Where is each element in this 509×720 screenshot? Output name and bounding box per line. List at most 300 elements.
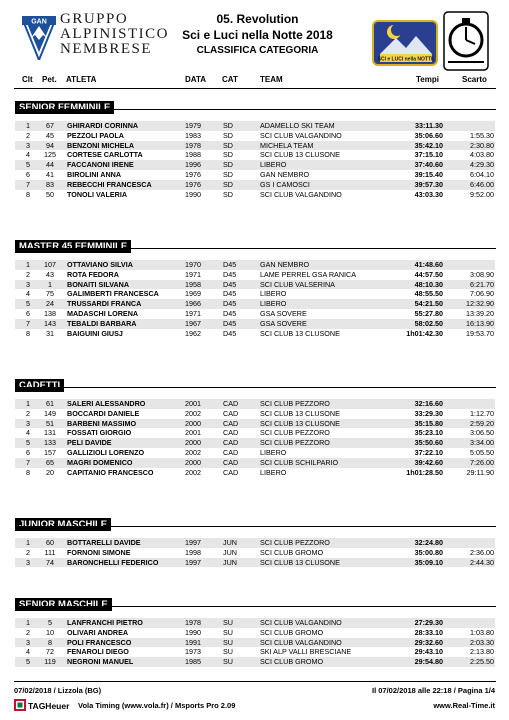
team-cell: GSA SOVERE <box>260 308 307 318</box>
category-cell: D45 <box>223 269 237 279</box>
athlete-cell: GHIRARDI CORINNA <box>67 121 139 130</box>
year-cell: 1967 <box>185 318 201 328</box>
gap-cell: 6:46.00 <box>470 179 494 189</box>
table-row <box>15 448 495 458</box>
gap-cell: 19:53.70 <box>466 328 494 338</box>
team-cell: SCI CLUB VALGANDINO <box>260 637 342 647</box>
rank-cell: 5 <box>26 160 30 170</box>
rank-cell: 5 <box>26 438 30 448</box>
table-row <box>15 121 495 131</box>
gap-cell: 1:03.80 <box>470 627 494 637</box>
team-cell: LIBERO <box>260 299 287 309</box>
section-senior-femminile <box>15 97 495 199</box>
col-gap: Scarto <box>462 75 487 84</box>
team-cell: SCI CLUB VALGANDINO <box>260 618 342 627</box>
rank-cell: 6 <box>26 308 30 318</box>
year-cell: 2000 <box>185 457 201 467</box>
time-cell: 37:40.60 <box>414 160 443 170</box>
team-cell: SCI CLUB VALSERINA <box>260 279 335 289</box>
team-cell: GAN NEMBRO <box>260 169 310 179</box>
gap-cell: 7:06.90 <box>470 289 494 299</box>
rank-cell: 4 <box>26 289 30 299</box>
bib-cell: 44 <box>46 160 54 170</box>
bib-cell: 61 <box>46 399 54 408</box>
time-cell: 43:03.30 <box>414 189 443 199</box>
category-cell: SU <box>223 627 233 637</box>
bib-cell: 94 <box>46 140 54 150</box>
bib-cell: 20 <box>46 467 54 477</box>
year-cell: 1962 <box>185 328 201 338</box>
time-cell: 37:15.10 <box>414 150 443 160</box>
table-row <box>15 150 495 160</box>
event-title-block <box>170 11 345 58</box>
athlete-cell: OLIVARI ANDREA <box>67 627 129 637</box>
athlete-cell: NEGRONI MANUEL <box>67 657 134 667</box>
category-title: MASTER 45 FEMMINILE <box>15 240 131 253</box>
table-row <box>15 141 495 151</box>
bib-cell: 45 <box>46 130 54 140</box>
section-senior-maschile <box>15 594 495 667</box>
table-row <box>15 628 495 638</box>
team-cell: ADAMELLO SKI TEAM <box>260 121 335 130</box>
bib-cell: 51 <box>46 418 54 428</box>
category-cell: SD <box>223 169 233 179</box>
athlete-cell: MAGRI DOMENICO <box>67 457 133 467</box>
time-cell: 27:29.30 <box>414 618 443 627</box>
category-cell: SD <box>223 160 233 170</box>
time-cell: 29:54.80 <box>414 657 443 667</box>
col-athlete: ATLETA <box>66 75 97 84</box>
bib-cell: 60 <box>46 538 54 547</box>
tag-heuer-logo <box>14 698 72 712</box>
bib-cell: 72 <box>46 647 54 657</box>
time-cell: 1h01:28.50 <box>406 467 443 477</box>
rank-cell: 8 <box>26 328 30 338</box>
category-cell: SD <box>223 189 233 199</box>
col-cat: CAT <box>222 75 238 84</box>
time-cell: 29:32.60 <box>414 637 443 647</box>
athlete-cell: REBECCHI FRANCESCA <box>67 179 152 189</box>
year-cell: 1979 <box>185 121 201 130</box>
time-cell: 35:06.60 <box>414 130 443 140</box>
year-cell: 2001 <box>185 428 201 438</box>
gap-cell: 29:11.90 <box>466 467 494 477</box>
rank-cell: 2 <box>26 547 30 557</box>
table-row <box>15 190 495 200</box>
category-cell: SU <box>223 618 233 627</box>
column-headers <box>0 75 509 88</box>
year-cell: 1985 <box>185 657 201 667</box>
year-cell: 1969 <box>185 289 201 299</box>
category-title: SENIOR MASCHILE <box>15 598 112 611</box>
rank-cell: 5 <box>26 657 30 667</box>
results-table <box>15 121 495 199</box>
bib-cell: 41 <box>46 169 54 179</box>
time-cell: 54:21.50 <box>414 299 443 309</box>
athlete-cell: BOCCARDI DANIELE <box>67 408 140 418</box>
time-cell: 48:55.50 <box>414 289 443 299</box>
rank-cell: 7 <box>26 318 30 328</box>
results-table <box>15 260 495 338</box>
table-row <box>15 299 495 309</box>
bib-cell: 8 <box>48 637 52 647</box>
time-cell: 35:50.60 <box>414 438 443 448</box>
athlete-cell: LANFRANCHI PIETRO <box>67 618 143 627</box>
athlete-cell: PEZZOLI PAOLA <box>67 130 124 140</box>
year-cell: 1971 <box>185 308 201 318</box>
table-row <box>15 131 495 141</box>
ranking-title: CLASSIFICA CATEGORIA <box>196 45 319 56</box>
category-cell: SD <box>223 130 233 140</box>
year-cell: 1990 <box>185 627 201 637</box>
category-cell: SD <box>223 140 233 150</box>
bib-cell: 74 <box>46 557 54 567</box>
team-cell: SCI CLUB GROMO <box>260 627 324 637</box>
table-row <box>15 657 495 667</box>
gap-cell: 2:30.80 <box>470 140 494 150</box>
category-cell: SD <box>223 179 233 189</box>
bib-cell: 133 <box>44 438 56 448</box>
year-cell: 1958 <box>185 279 201 289</box>
category-divider <box>15 387 496 388</box>
gap-cell: 3:34.00 <box>470 438 494 448</box>
table-row <box>15 289 495 299</box>
year-cell: 1978 <box>185 618 201 627</box>
rank-cell: 6 <box>26 169 30 179</box>
bib-cell: 83 <box>46 179 54 189</box>
time-cell: 28:33.10 <box>414 627 443 637</box>
gap-cell: 9:52.00 <box>470 189 494 199</box>
category-divider <box>15 109 496 110</box>
section-cadetti <box>15 375 495 477</box>
year-cell: 1983 <box>185 130 201 140</box>
footer-website: www.Real-Time.it <box>433 701 495 710</box>
section-master-45-femminile <box>15 236 495 338</box>
athlete-cell: OTTAVIANO SILVIA <box>67 260 133 269</box>
category-cell: CAD <box>223 457 239 467</box>
category-cell: JUN <box>223 557 237 567</box>
year-cell: 1996 <box>185 160 201 170</box>
gap-cell: 7:26.00 <box>470 457 494 467</box>
table-row <box>15 409 495 419</box>
event-logo-icon <box>372 20 438 66</box>
team-cell: SCI CLUB 13 CLUSONE <box>260 408 340 418</box>
category-cell: D45 <box>223 299 237 309</box>
year-cell: 2001 <box>185 399 201 408</box>
table-row <box>15 438 495 448</box>
table-row <box>15 309 495 319</box>
athlete-cell: BONAITI SILVANA <box>67 279 130 289</box>
event-title: 05. Revolution <box>216 12 299 26</box>
time-cell: 33:11.30 <box>415 121 443 130</box>
footer-divider <box>14 681 496 682</box>
rank-cell: 2 <box>26 627 30 637</box>
time-cell: 39:15.40 <box>414 169 443 179</box>
athlete-cell: TONOLI VALERIA <box>67 189 128 199</box>
rank-cell: 3 <box>26 140 30 150</box>
athlete-cell: TRUSSARDI FRANCA <box>67 299 142 309</box>
team-cell: LAME PERREL GSA RANICA <box>260 269 356 279</box>
col-clt: Clt <box>22 75 33 84</box>
rank-cell: 4 <box>26 150 30 160</box>
gap-cell: 2:13.80 <box>470 647 494 657</box>
table-row <box>15 647 495 657</box>
year-cell: 1976 <box>185 169 201 179</box>
team-cell: SCI CLUB PEZZORO <box>260 428 330 438</box>
year-cell: 1970 <box>185 260 201 269</box>
rank-cell: 2 <box>26 269 30 279</box>
team-cell: LIBERO <box>260 447 287 457</box>
table-row <box>15 428 495 438</box>
gap-cell: 13:39.20 <box>466 308 494 318</box>
time-cell: 35:15.80 <box>414 418 443 428</box>
year-cell: 1971 <box>185 269 201 279</box>
year-cell: 2000 <box>185 418 201 428</box>
time-cell: 41:48.60 <box>414 260 443 269</box>
svg-text:SCI e LUCI nella NOTTE: SCI e LUCI nella NOTTE <box>377 56 435 63</box>
time-cell: 58:02.50 <box>414 318 443 328</box>
bib-cell: 119 <box>44 657 56 667</box>
category-divider <box>15 526 496 527</box>
header-divider <box>14 88 496 89</box>
table-row <box>15 180 495 190</box>
team-cell: SCI CLUB VALGANDINO <box>260 189 342 199</box>
gap-cell: 2:03.30 <box>470 637 494 647</box>
time-cell: 32:24.80 <box>414 538 443 547</box>
event-subtitle: Sci e Luci nella Notte 2018 <box>182 28 333 42</box>
time-cell: 29:43.10 <box>414 647 443 657</box>
category-cell: CAD <box>223 418 239 428</box>
gap-cell: 1:12.70 <box>470 408 494 418</box>
team-cell: SCI CLUB 13 CLUSONE <box>260 418 340 428</box>
category-cell: CAD <box>223 438 239 448</box>
team-cell: SCI CLUB GROMO <box>260 547 324 557</box>
year-cell: 1998 <box>185 547 201 557</box>
athlete-cell: POLI FRANCESCO <box>67 637 132 647</box>
time-cell: 35:09.10 <box>414 557 443 567</box>
team-cell: LIBERO <box>260 160 287 170</box>
rank-cell: 3 <box>26 637 30 647</box>
rank-cell: 4 <box>26 428 30 438</box>
time-cell: 35:00.80 <box>414 547 443 557</box>
athlete-cell: FACCANONI IRENE <box>67 160 134 170</box>
time-cell: 55:27.80 <box>414 308 443 318</box>
year-cell: 1988 <box>185 150 201 160</box>
rank-cell: 1 <box>26 618 30 627</box>
time-cell: 35:42.10 <box>414 140 443 150</box>
category-cell: JUN <box>223 547 237 557</box>
year-cell: 1997 <box>185 557 201 567</box>
year-cell: 2000 <box>185 438 201 448</box>
athlete-cell: FENAROLI DIEGO <box>67 647 129 657</box>
time-cell: 1h01:42.30 <box>406 328 443 338</box>
team-cell: MICHELA TEAM <box>260 140 314 150</box>
athlete-cell: FOSSATI GIORGIO <box>67 428 132 438</box>
col-time: Tempi <box>416 75 439 84</box>
time-cell: 48:10.30 <box>414 279 443 289</box>
category-cell: SD <box>223 150 233 160</box>
category-cell: D45 <box>223 289 237 299</box>
year-cell: 1973 <box>185 647 201 657</box>
category-title: SENIOR FEMMINILE <box>15 101 114 114</box>
rank-cell: 8 <box>26 189 30 199</box>
rank-cell: 2 <box>26 130 30 140</box>
athlete-cell: BOTTARELLI DAVIDE <box>67 538 141 547</box>
bib-cell: 1 <box>48 279 52 289</box>
time-cell: 39:42.60 <box>414 457 443 467</box>
athlete-cell: ROTA FEDORA <box>67 269 119 279</box>
rank-cell: 5 <box>26 299 30 309</box>
table-row <box>15 329 495 339</box>
col-date: DATA <box>185 75 207 84</box>
athlete-cell: PELI DAVIDE <box>67 438 112 448</box>
time-cell: 39:57.30 <box>414 179 443 189</box>
year-cell: 2002 <box>185 447 201 457</box>
category-divider <box>15 248 496 249</box>
bib-cell: 65 <box>46 457 54 467</box>
svg-text:TAGHeuer: TAGHeuer <box>28 701 70 711</box>
footer-date-place: 07/02/2018 / Lizzola (BG) <box>14 686 102 695</box>
team-cell: GS I CAMOSCI <box>260 179 310 189</box>
table-row <box>15 548 495 558</box>
category-cell: JUN <box>223 538 237 547</box>
athlete-cell: BARBENI MASSIMO <box>67 418 137 428</box>
category-divider <box>15 606 496 607</box>
gap-cell: 2:36.00 <box>470 547 494 557</box>
gap-cell: 6:04.10 <box>470 169 494 179</box>
athlete-cell: BIROLINI ANNA <box>67 169 122 179</box>
year-cell: 1978 <box>185 140 201 150</box>
bib-cell: 125 <box>44 150 56 160</box>
category-cell: CAD <box>223 399 239 408</box>
bib-cell: 143 <box>44 318 56 328</box>
rank-cell: 2 <box>26 408 30 418</box>
gap-cell: 4:03.80 <box>470 150 494 160</box>
table-row <box>15 280 495 290</box>
table-row <box>15 458 495 468</box>
gap-cell: 3:08.90 <box>470 269 494 279</box>
category-cell: CAD <box>223 467 239 477</box>
year-cell: 2002 <box>185 408 201 418</box>
team-cell: SKI ALP VALLI BRESCIANE <box>260 647 352 657</box>
rank-cell: 1 <box>26 121 30 130</box>
year-cell: 1990 <box>185 189 201 199</box>
athlete-cell: CAPITANIO FRANCESCO <box>67 467 154 477</box>
table-row <box>15 558 495 568</box>
athlete-cell: MADASCHI LORENA <box>67 308 139 318</box>
stopwatch-logo-icon <box>440 10 492 72</box>
athlete-cell: GALLIZIOLI LORENZO <box>67 447 145 457</box>
category-title: CADETTI <box>15 379 64 392</box>
bib-cell: 31 <box>46 328 54 338</box>
athlete-cell: GALIMBERTI FRANCESCA <box>67 289 159 299</box>
team-cell: SCI CLUB 13 CLUSONE <box>260 328 340 338</box>
gap-cell: 4:29.30 <box>470 160 494 170</box>
category-cell: D45 <box>223 328 237 338</box>
club-logo <box>22 12 172 64</box>
bib-cell: 107 <box>44 260 56 269</box>
time-cell: 32:16.60 <box>414 399 443 408</box>
rank-cell: 7 <box>26 179 30 189</box>
gap-cell: 16:13.90 <box>466 318 494 328</box>
gap-cell: 3:06.50 <box>470 428 494 438</box>
bib-cell: 75 <box>46 289 54 299</box>
category-cell: D45 <box>223 279 237 289</box>
category-cell: CAD <box>223 408 239 418</box>
category-cell: SU <box>223 647 233 657</box>
rank-cell: 3 <box>26 418 30 428</box>
footer-printed: Il 07/02/2018 alle 22:18 / Pagina 1/4 <box>372 686 495 695</box>
team-cell: GAN NEMBRO <box>260 260 310 269</box>
team-cell: LIBERO <box>260 289 287 299</box>
bib-cell: 157 <box>44 447 56 457</box>
rank-cell: 1 <box>26 538 30 547</box>
year-cell: 1976 <box>185 179 201 189</box>
table-row <box>15 468 495 478</box>
year-cell: 1991 <box>185 637 201 647</box>
athlete-cell: SALERI ALESSANDRO <box>67 399 146 408</box>
section-junior-maschile <box>15 514 495 567</box>
athlete-cell: BENZONI MICHELA <box>67 140 135 150</box>
category-cell: D45 <box>223 308 237 318</box>
bib-cell: 5 <box>48 618 52 627</box>
table-row <box>15 270 495 280</box>
rank-cell: 1 <box>26 399 30 408</box>
table-row <box>15 319 495 329</box>
team-cell: SCI CLUB PEZZORO <box>260 438 330 448</box>
table-row <box>15 399 495 409</box>
category-cell: SD <box>223 121 233 130</box>
bib-cell: 138 <box>44 308 56 318</box>
bib-cell: 10 <box>46 627 54 637</box>
club-emblem-icon <box>22 16 56 60</box>
bib-cell: 24 <box>46 299 54 309</box>
bib-cell: 111 <box>44 547 56 557</box>
team-cell: SCI CLUB 13 CLUSONE <box>260 150 340 160</box>
category-cell: SU <box>223 657 233 667</box>
gap-cell: 2:25.50 <box>470 657 494 667</box>
time-cell: 44:57.50 <box>414 269 443 279</box>
rank-cell: 1 <box>26 260 30 269</box>
category-cell: D45 <box>223 260 237 269</box>
gap-cell: 2:44.30 <box>470 557 494 567</box>
athlete-cell: TEBALDI BARBARA <box>67 318 137 328</box>
results-table <box>15 618 495 667</box>
team-cell: SCI CLUB PEZZORO <box>260 538 330 547</box>
col-pet: Pet. <box>42 75 57 84</box>
table-row <box>15 618 495 628</box>
time-cell: 37:22.10 <box>414 447 443 457</box>
table-row <box>15 160 495 170</box>
gap-cell: 12:32.90 <box>466 299 494 309</box>
year-cell: 1997 <box>185 538 201 547</box>
team-cell: SCI CLUB 13 CLUSONE <box>260 557 340 567</box>
bib-cell: 50 <box>46 189 54 199</box>
time-cell: 35:23.10 <box>414 428 443 438</box>
rank-cell: 8 <box>26 467 30 477</box>
rank-cell: 4 <box>26 647 30 657</box>
gap-cell: 5:05.50 <box>470 447 494 457</box>
category-title: JUNIOR MASCHILE <box>15 518 111 531</box>
footer-timing: Vola Timing (www.vola.fr) / Msports Pro 2.09 <box>78 701 236 710</box>
results-table <box>15 538 495 567</box>
gap-cell: 6:21.70 <box>470 279 494 289</box>
rank-cell: 7 <box>26 457 30 467</box>
col-team: TEAM <box>260 75 283 84</box>
athlete-cell: CORTESE CARLOTTA <box>67 150 143 160</box>
gap-cell: 1:55.30 <box>470 130 494 140</box>
rank-cell: 6 <box>26 447 30 457</box>
